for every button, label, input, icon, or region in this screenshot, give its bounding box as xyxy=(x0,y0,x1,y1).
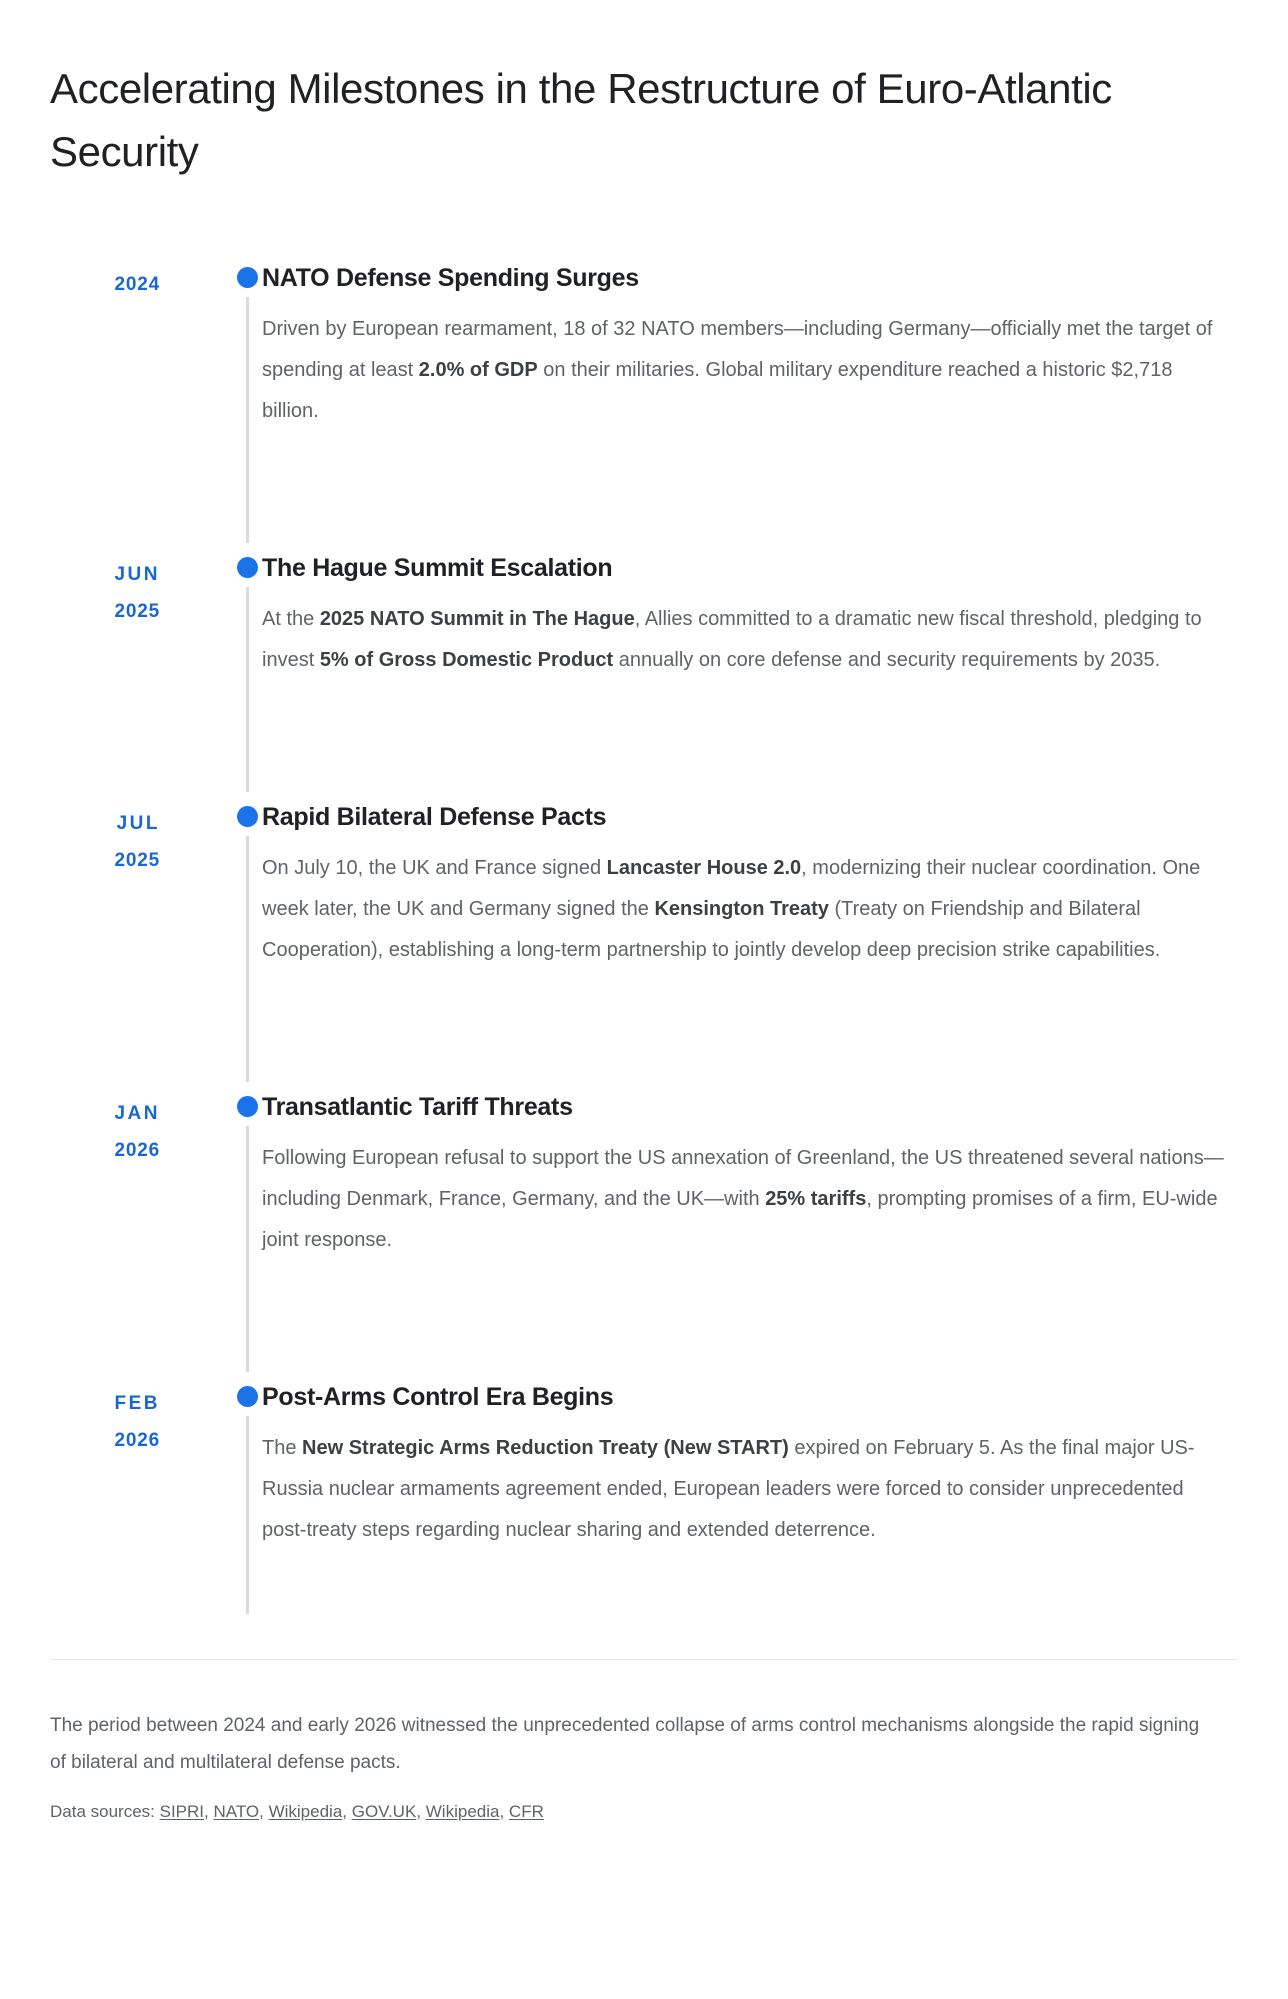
body-text: expired on February 5. As the final major US-Russia nuclear armaments agreement ended, European leaders were forced to consider unprecedented post-treaty steps regarding nuclear sharing and extended deterrence. xyxy=(262,1437,1195,1541)
milestone-month: JUL xyxy=(116,813,160,834)
milestone-description xyxy=(262,1428,1227,1551)
timeline-connector xyxy=(246,587,249,792)
body-text: , modernizing their nuclear coordination. One week later, the UK and Germany signed the xyxy=(262,857,1201,920)
milestone-month: JUN xyxy=(114,564,160,585)
body-text: on their militaries. Global military expenditure reached a historic $2,718 billion. xyxy=(262,359,1173,422)
data-sources-label: Data sources: xyxy=(50,1802,160,1821)
source-link[interactable]: NATO xyxy=(213,1802,260,1821)
body-text: Following European refusal to support the US annexation of Greenland, the US threatened several nations—including Denmark, France, Germany, and the UK—with xyxy=(262,1147,1224,1210)
milestone-description xyxy=(262,309,1227,432)
source-link[interactable]: Wikipedia xyxy=(425,1802,500,1821)
summary-text: The period between 2024 and early 2026 witnessed the unprecedented collapse of arms control mechanisms alongside the rapid signing of bilateral and multilateral defense pacts. xyxy=(50,1715,1200,1773)
milestone-content xyxy=(262,1383,1238,1551)
page-title: Accelerating Milestones in the Restructure of Euro-Atlantic Security xyxy=(50,65,1112,175)
milestone-date xyxy=(50,1385,160,1459)
milestone-description xyxy=(262,848,1227,971)
milestone-date xyxy=(50,1095,160,1169)
milestone-year: 2026 xyxy=(114,1430,160,1451)
milestone-date xyxy=(50,805,160,879)
timeline-connector xyxy=(246,297,249,543)
body-bold-text: Lancaster House 2.0 xyxy=(606,857,802,879)
milestone-description xyxy=(262,1138,1227,1261)
body-text: On July 10, the UK and France signed xyxy=(262,857,607,879)
milestone-heading: Post-Arms Control Era Begins xyxy=(262,1383,614,1411)
body-text: At the xyxy=(262,608,320,630)
timeline xyxy=(50,264,1238,1551)
body-text: (Treaty on Friendship and Bilateral Cooperation), establishing a long-term partnership to jointly develop deep precision strike capabilities. xyxy=(262,898,1161,961)
timeline-milestone xyxy=(50,554,1238,681)
milestone-year: 2024 xyxy=(114,274,160,295)
timeline-connector xyxy=(246,836,249,1082)
timeline-milestone xyxy=(50,803,1238,971)
body-bold-text: 2025 NATO Summit in The Hague xyxy=(319,608,635,630)
milestone-month: JAN xyxy=(114,1103,160,1124)
milestone-year: 2026 xyxy=(114,1140,160,1161)
body-bold-text: 5% of Gross Domestic Product xyxy=(319,649,614,671)
timeline-dot-icon xyxy=(237,1096,258,1117)
milestone-content xyxy=(262,1093,1238,1261)
milestone-date xyxy=(50,556,160,630)
body-text: Driven by European rearmament, 18 of 32 NATO members—including Germany—officially met the target of spending at least xyxy=(262,318,1213,381)
body-text: , prompting promises of a firm, EU-wide joint response. xyxy=(262,1188,1218,1251)
milestone-month: FEB xyxy=(114,1393,160,1414)
milestone-heading: Transatlantic Tariff Threats xyxy=(262,1093,573,1121)
timeline-connector xyxy=(246,1126,249,1372)
timeline-dot-icon xyxy=(237,1386,258,1407)
body-text: annually on core defense and security requirements by 2035. xyxy=(613,649,1161,671)
data-sources xyxy=(50,1800,1238,1824)
milestone-year: 2025 xyxy=(114,601,160,622)
milestone-heading: The Hague Summit Escalation xyxy=(262,554,613,582)
source-link[interactable]: CFR xyxy=(508,1802,544,1821)
timeline-milestone xyxy=(50,1383,1238,1551)
body-text: The xyxy=(262,1437,303,1459)
milestone-heading: NATO Defense Spending Surges xyxy=(262,264,639,292)
body-text: , Allies committed to a dramatic new fiscal threshold, pledging to invest xyxy=(262,608,1202,671)
timeline-dot-icon xyxy=(237,267,258,288)
timeline-dot-icon xyxy=(237,806,258,827)
timeline-connector xyxy=(246,1416,249,1614)
body-bold-text: 25% tariffs xyxy=(765,1188,867,1210)
milestone-content xyxy=(262,803,1238,971)
milestone-content xyxy=(262,554,1238,681)
page-footer xyxy=(50,1707,1238,1824)
source-link[interactable]: Wikipedia xyxy=(268,1802,343,1821)
timeline-dot-icon xyxy=(237,557,258,578)
milestone-content xyxy=(262,264,1238,432)
milestone-year: 2025 xyxy=(114,850,160,871)
source-link[interactable]: SIPRI xyxy=(159,1802,205,1821)
body-bold-text: Kensington Treaty xyxy=(654,898,829,920)
source-links: SIPRI, NATO, Wikipedia, GOV.UK, Wikipedia, CFR xyxy=(159,1802,544,1821)
body-bold-text: New Strategic Arms Reduction Treaty (New START) xyxy=(302,1437,789,1459)
body-bold-text: 2.0% of GDP xyxy=(418,359,538,381)
milestone-heading: Rapid Bilateral Defense Pacts xyxy=(262,803,607,831)
milestone-description xyxy=(262,599,1227,681)
timeline-milestone xyxy=(50,264,1238,432)
footer-divider xyxy=(50,1659,1238,1660)
milestone-date xyxy=(50,266,160,303)
source-link[interactable]: GOV.UK xyxy=(351,1802,417,1821)
timeline-milestone xyxy=(50,1093,1238,1261)
